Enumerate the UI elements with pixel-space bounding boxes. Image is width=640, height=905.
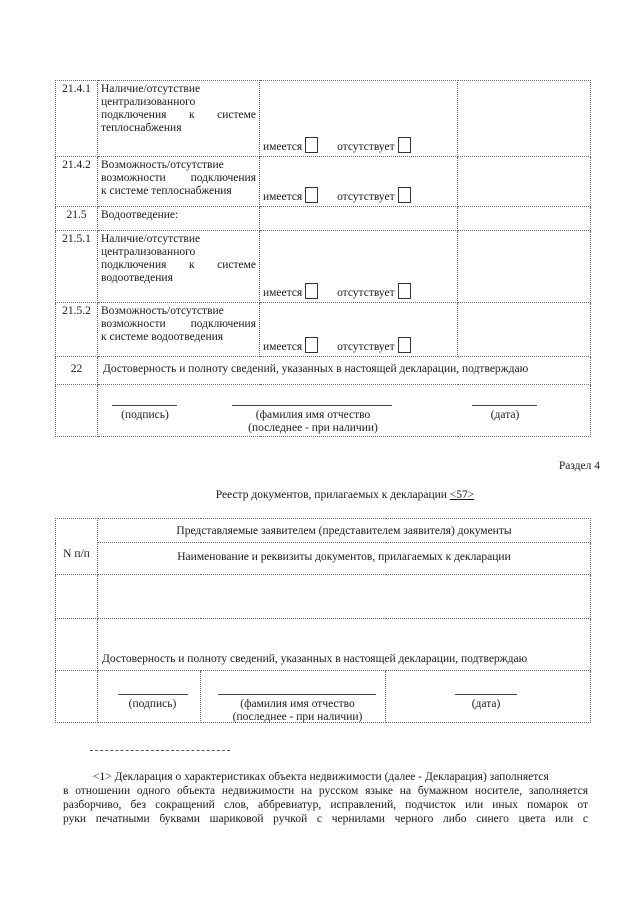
option-no-label: отсутствует: [337, 141, 395, 153]
footnote-line: руки печатными буквами шариковой ручкой с чернилами черного либо синего цвета или с: [63, 813, 588, 825]
signature-label: (подпись): [121, 409, 169, 421]
option-yes-label: имеется: [263, 287, 303, 299]
table-row: [56, 231, 591, 303]
table-row: [56, 207, 591, 231]
section-label: Раздел 4: [558, 460, 600, 472]
row-number: 21.5: [56, 207, 98, 231]
date-cell: [386, 671, 591, 723]
date-label: (дата): [471, 698, 501, 710]
footnote-line: <1> Декларация о характеристиках объекта недвижимости (далее - Декларация) заполняется: [93, 771, 549, 783]
checkbox-no[interactable]: [398, 283, 411, 299]
signature-line[interactable]: [118, 694, 188, 695]
section-title-text: Реестр документов, прилагаемых к декларации: [215, 489, 447, 501]
option-no-label: отсутствует: [337, 341, 395, 353]
option-yes-label: имеется: [263, 341, 303, 353]
empty-cell: [458, 303, 591, 357]
desc-line: Возможность/отсутствие: [101, 159, 224, 171]
table-header-row: [56, 519, 591, 543]
options-cell: [260, 81, 458, 157]
row-number: 21.5.1: [56, 231, 98, 303]
empty-cell: [260, 207, 458, 231]
empty-cell: [56, 671, 98, 723]
table-row: [56, 619, 591, 671]
date-label: (дата): [490, 409, 520, 421]
fio-line[interactable]: [232, 405, 392, 406]
date-line[interactable]: [455, 694, 517, 695]
fio-label: [218, 409, 408, 435]
option-yes-label: имеется: [263, 141, 303, 153]
characteristics-table: [55, 80, 591, 437]
checkbox-no[interactable]: [398, 187, 411, 203]
footnote-link[interactable]: <57>: [449, 489, 475, 501]
desc-line: Наличие/отсутствие: [101, 233, 201, 245]
checkbox-yes[interactable]: [305, 187, 318, 203]
table-row: [56, 575, 591, 619]
table-header-row: [56, 543, 591, 575]
row-number: 21.4.2: [56, 157, 98, 207]
signature-line[interactable]: [112, 405, 177, 406]
section-title: [150, 489, 540, 501]
footnote-line: разборчиво, без сокращений слов, аббревиатур, исправлений, подчисток или иных помарок от: [63, 799, 588, 811]
fio-label-line1: (фамилия имя отчество: [255, 409, 371, 421]
desc-line: подключения к системе: [101, 259, 256, 271]
option-yes-label: имеется: [263, 191, 303, 203]
table-row: [56, 81, 591, 157]
row-description: Водоотведение:: [98, 207, 260, 231]
fio-label-line2: (последнее - при наличии): [232, 711, 363, 723]
desc-line: к системе теплоснабжения: [101, 185, 232, 197]
checkbox-yes[interactable]: [305, 337, 318, 353]
desc-line: возможности подключения: [101, 172, 256, 184]
desc-line: Наличие/отсутствие: [101, 83, 201, 95]
documents-table: [55, 518, 591, 723]
empty-cell[interactable]: [56, 575, 98, 619]
fio-label-line2: (последнее - при наличии): [248, 422, 378, 434]
empty-cell: [458, 81, 591, 157]
checkbox-no[interactable]: [398, 137, 411, 153]
checkbox-yes[interactable]: [305, 283, 318, 299]
empty-cell: [458, 157, 591, 207]
footnote-separator: [90, 750, 230, 751]
col-num-header: N п/п: [56, 519, 98, 575]
row-number: 21.5.2: [56, 303, 98, 357]
desc-line: водоотведения: [101, 272, 173, 284]
table-row: [56, 357, 591, 385]
desc-line: к системе водоотведения: [101, 331, 224, 343]
desc-line: централизованного: [101, 96, 196, 108]
table-row: [56, 157, 591, 207]
table-row: [56, 303, 591, 357]
options-cell: [260, 303, 458, 357]
empty-cell: [458, 231, 591, 303]
confirm-text: Достоверность и полноту сведений, указанных в настоящей декларации, подтверждаю: [98, 357, 591, 385]
desc-line: теплоснабжения: [101, 122, 182, 134]
checkbox-yes[interactable]: [305, 137, 318, 153]
date-line[interactable]: [472, 405, 537, 406]
table-header: Представляемые заявителем (представителем заявителя) документы: [98, 519, 591, 543]
confirm-text: Достоверность и полноту сведений, указанных в настоящей декларации, подтверждаю: [98, 619, 591, 671]
empty-cell: [56, 385, 98, 437]
col-name-header: Наименование и реквизиты документов, прилагаемых к декларации: [98, 543, 591, 575]
empty-cell: [458, 207, 591, 231]
desc-line: Возможность/отсутствие: [101, 305, 224, 317]
footnote-line: в отношении одного объекта недвижимости на русском языке на бумажном носителе, заполняется: [63, 785, 588, 797]
footnote: [63, 770, 588, 826]
signature-label: (подпись): [128, 698, 177, 710]
signature-cell: [98, 671, 201, 723]
row-number: 22: [56, 357, 98, 385]
row-description: [98, 303, 260, 357]
option-no-label: отсутствует: [337, 287, 395, 299]
row-description: [98, 157, 260, 207]
desc-line: возможности подключения: [101, 318, 256, 330]
empty-cell[interactable]: [98, 575, 591, 619]
fio-label-line1: (фамилия имя отчество: [240, 698, 355, 710]
options-cell: [260, 231, 458, 303]
options-cell: [260, 157, 458, 207]
row-description: [98, 81, 260, 157]
checkbox-no[interactable]: [398, 337, 411, 353]
fio-label: [205, 698, 390, 724]
desc-line: подключения к системе: [101, 109, 256, 121]
empty-cell: [56, 619, 98, 671]
row-number: 21.4.1: [56, 81, 98, 157]
row-description: [98, 231, 260, 303]
fio-line[interactable]: [218, 694, 376, 695]
desc-line: централизованного: [101, 246, 196, 258]
option-no-label: отсутствует: [337, 191, 395, 203]
